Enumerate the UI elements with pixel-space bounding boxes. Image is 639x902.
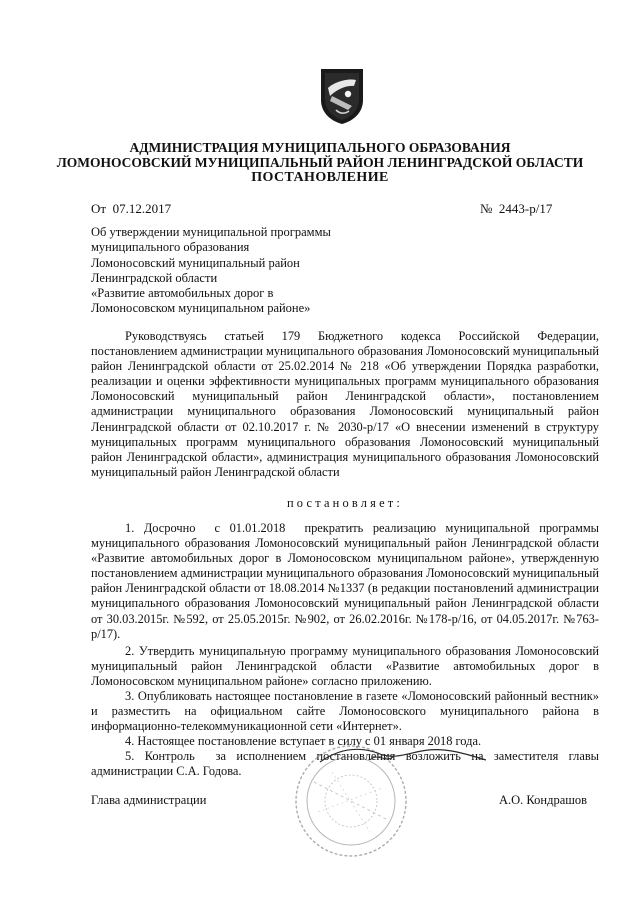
document-date: От 07.12.2017: [91, 201, 172, 216]
subject-line: муниципального образования: [91, 240, 250, 255]
signatory-name: А.О. Кондрашов: [499, 793, 588, 807]
document-type-title: ПОСТАНОВЛЕНИЕ: [251, 170, 389, 185]
subject-line: Об утверждении муниципальной программы: [91, 225, 331, 239]
subject-line: Ленинградской области: [91, 270, 218, 285]
subject-line: «Развитие автомобильных дорог в: [91, 286, 274, 301]
document-number: № 2443-р/17: [480, 201, 553, 216]
preamble-paragraph: Руководствуясь статьей 179 Бюджетного кодекса Российской Федерации, постановлением администрации муниципального образования Ломоносовский муниципальный район Ленинградской области от 25.02.2014 № 218 «Об утверждении Порядка разработки, реализации и оценки эффективности муниципальных программ муниципального образования Ломоносовский муниципальный район Ленинградской области», постановлением администрации муниципального образования Ломоносовский муниципальный район Ленинградской области от 02.10.2017 г. № 2030-р/17 «О внесении изменений в структуру муниципальных программ муниципального образования Ломоносовский муниципальный район Ленинградской области», администрация муниципального образования Ломоносовский муниципальный район Ленинградской области: [91, 329, 599, 479]
header-district: ЛОМОНОСОВСКИЙ МУНИЦИПАЛЬНЫЙ РАЙОН ЛЕНИНГРАДСКОЙ ОБЛАСТИ: [56, 155, 584, 170]
handwritten-signature: [300, 742, 500, 768]
signatory-position: Глава администрации: [91, 793, 207, 807]
subject-line: Ломоносовский муниципальный район: [91, 255, 300, 270]
resolution-item-5: 5. Контроль за исполнением постановления возложить на заместителя главы администрации С.А. Годова.: [91, 749, 603, 779]
resolves-heading: постановляет:: [286, 496, 404, 510]
header-organization: АДМИНИСТРАЦИЯ МУНИЦИПАЛЬНОГО ОБРАЗОВАНИЯ: [129, 140, 511, 155]
document-subject: [91, 225, 391, 317]
resolution-item-4: 4. Настоящее постановление вступает в силу с 01 января 2018 года.: [125, 734, 482, 748]
resolution-item-3: 3. Опубликовать настоящее постановление в газете «Ломоносовский районный вестник» и разместить на официальном сайте Ломоносовского муниципального района в информационно-телекоммуникационной сети «Интернет».: [91, 689, 599, 734]
resolution-item-2: 2. Утвердить муниципальную программу муниципального образования Ломоносовский муниципальный район Ленинградской области «Развитие автомобильных дорог в Ломоносовском муниципальном районе» согласно приложению.: [91, 644, 599, 689]
coat-of-arms-icon: [318, 66, 366, 126]
resolution-item-1: 1. Досрочно с 01.01.2018 прекратить реализацию муниципальной программы муниципального образования Ломоносовский муниципальный район Ленинградской области «Развитие автомобильных дорог в Ломоносовском муниципальном районе», утвержденную постановлением администрации муниципального образования Ломоносовский муниципальный район Ленинградской области от 18.08.2014 №1337 (в редакции постановлений администрации муниципального образования Ломоносовский муниципальный район Ленинградской области от 30.03.2015г. №592, от 25.05.2015г. №902, от 26.02.2016г. №178-р/16, от 04.05.2017г. №763-р/17).: [91, 521, 603, 641]
subject-line: Ломоносовском муниципальном районе»: [91, 301, 311, 316]
